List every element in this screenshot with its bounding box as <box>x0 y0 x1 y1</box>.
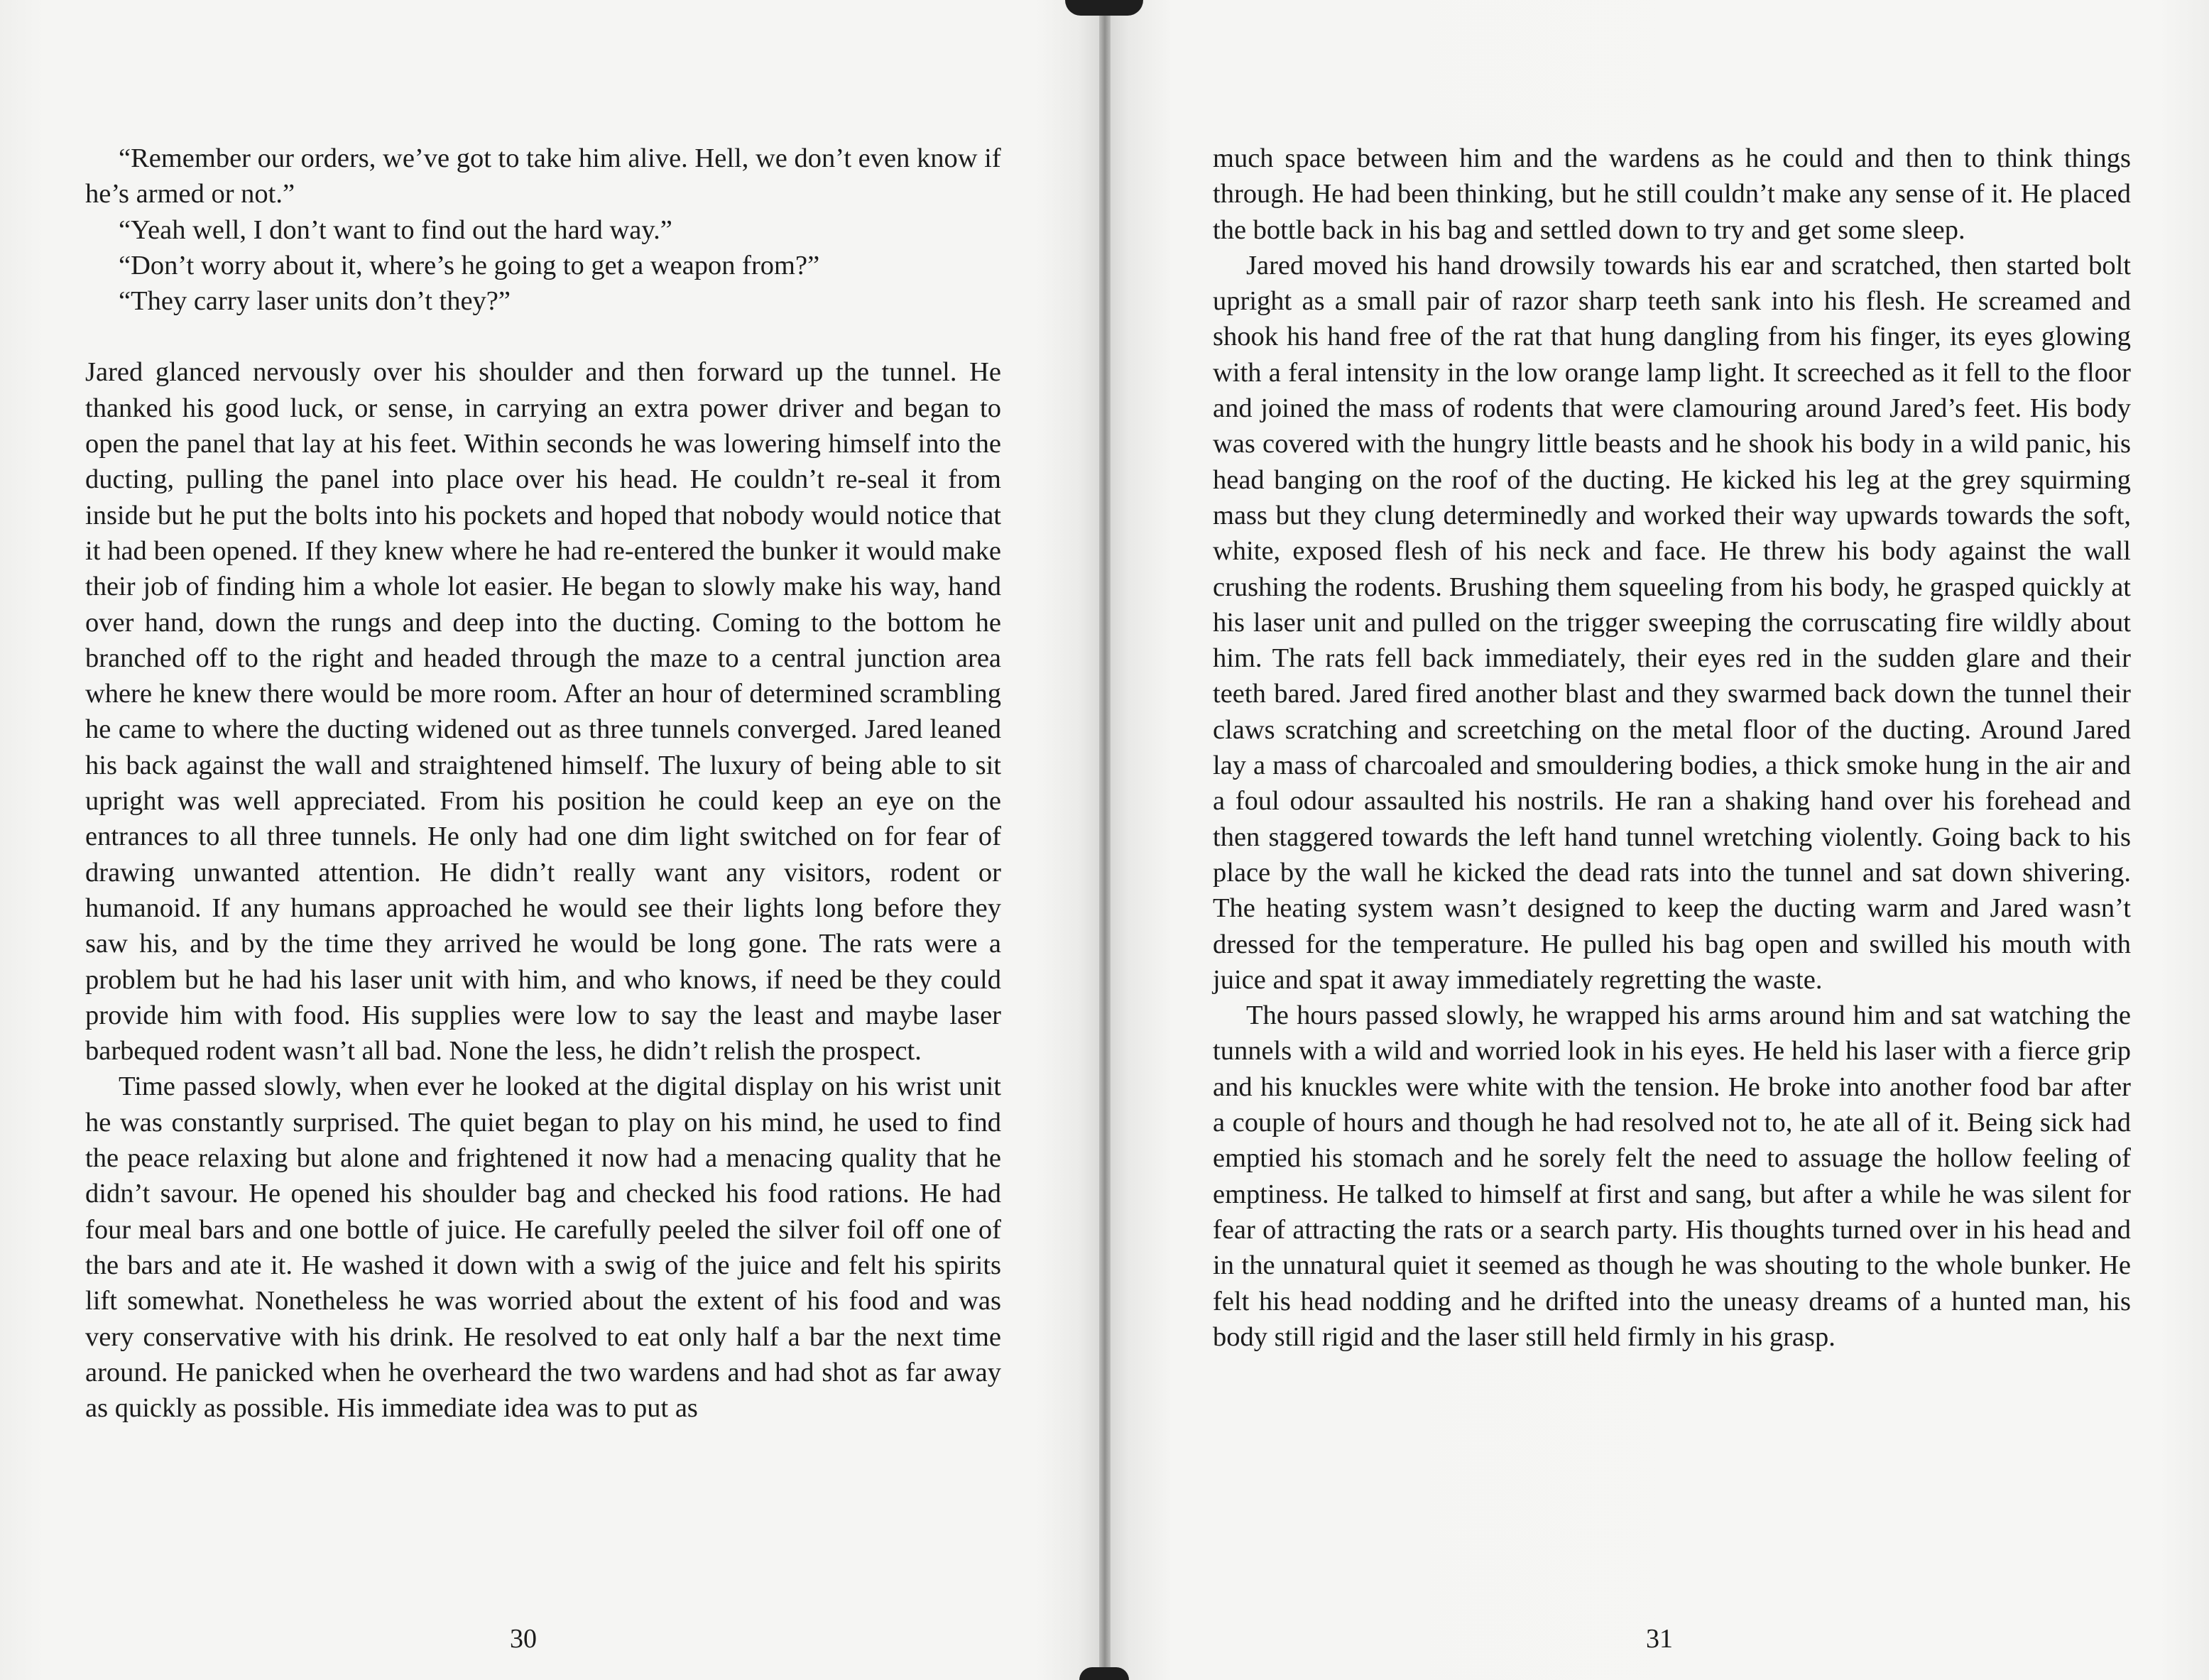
page-number: 30 <box>510 1624 537 1654</box>
body-paragraph: Jared glanced nervously over his shoulder and then forward up the tunnel. He thanked his good luck, or sense, in carrying an extra power driver and began to open the panel that lay at his feet. Within seconds he was lowering himself into the ducting, pulling the panel into place over his head. He couldn’t re-seal it from inside but he put the bolts into his pockets and hoped that nobody would notice that it had been opened. If they knew where he had re-entered the bunker it would make their job of finding him a whole lot easier. He began to slowly make his way, hand over hand, down the rungs and deep into the ducting. Coming to the bottom he branched off to the right and headed through the maze to a central junction area where he knew there would be more room. After an hour of determined scrambling he came to where the ducting widened out as three tunnels converged. Jared leaned his back against the wall and straightened himself. The luxury of being able to sit upright was well appreciated. From his position he could keep an eye on the entrances to all three tunnels. He only had one dim light switched on for fear of drawing unwanted attention. He didn’t really want any visitors, rodent or humanoid. If any humans approached he would see their lights long before they saw his, and by the time they arrived he would be long gone. The rats were a problem but he had his laser unit with him, and who knows, if need be they could provide him with food. His supplies were low to say the least and maybe laser barbequed rodent wasn’t all bad. None the less, he didn’t relish the prospect. <box>85 357 1001 1067</box>
binding-shadow-bottom <box>1079 1667 1129 1680</box>
body-paragraph: The hours passed slowly, he wrapped his arms around him and sat watching the tunnels with a wild and worried look in his eyes. He held his laser with a fierce grip and his knuckles were white with the tension. He broke into another food bar after a couple of hours and though he had resolved not to, he ate all of it. Being sick had emptied his stomach and he sorely felt the need to assuage the hollow feeling of emptiness. He talked to himself at first and sang, but after a while he was silent for fear of attracting the rats or a search party. His thoughts turned over in his head and in the unnatural quiet it seemed as though he was shouting to the whole bunker. He felt his head nodding and he drifted into the uneasy dreams of a hunted man, his body still rigid and the laser still held firmly in his grasp. <box>1213 1000 2131 1352</box>
dialogue-line: “Don’t worry about it, where’s he going to get a weapon from?” <box>119 250 820 280</box>
body-paragraph: much space between him and the wardens as he could and then to think things through. He had been thinking, but he still couldn’t make any sense of it. He placed the bottle back in his bag and settled down to try and get some sleep. <box>1213 143 2131 245</box>
book-gutter <box>1099 0 1111 1680</box>
binding-shadow-top <box>1065 0 1143 16</box>
left-page-text <box>85 141 1001 1426</box>
dialogue-line: “They carry laser units don’t they?” <box>119 286 511 317</box>
left-page <box>0 0 1102 1680</box>
body-paragraph: Time passed slowly, when ever he looked at the digital display on his wrist unit he was constantly surprised. The quiet began to play on his mind, he used to find the peace relaxing but alone and frightened it now had a menacing quality that he didn’t savour. He opened his shoulder bag and checked his food rations. He had four meal bars and one bottle of juice. He carefully peeled the silver foil off one of the bars and ate it. He washed it down with a swig of the juice and felt his spirits lift somewhat. Nonetheless he was worried about the extent of his food and was very conservative with his drink. He resolved to eat only half a bar the next time around. He panicked when he overheard the two wardens and had shot as far away as quickly as possible. His immediate idea was to put as <box>85 1071 1001 1424</box>
page-number: 31 <box>1646 1624 1673 1654</box>
right-page-text <box>1213 141 2131 1355</box>
dialogue-line: “Remember our orders, we’ve got to take him alive. Hell, we don’t even know if he’s armed or not.” <box>85 143 1001 209</box>
body-paragraph: Jared moved his hand drowsily towards his ear and scratched, then started bolt upright as a small pair of razor sharp teeth sank into his flesh. He screamed and shook his hand free of the rat that hung dangling from his finger, its eyes glowing with a feral intensity in the low orange lamp light. It screeched as it fell to the floor and joined the mass of rodents that were clamouring around Jared’s feet. His body was covered with the hungry little beasts and he shook his body in a wild panic, his head banging on the roof of the ducting. He kicked his leg at the grey squirming mass but they clung determinedly and worked their way upwards towards the soft, white, exposed flesh of his neck and face. He threw his body against the wall crushing the rodents. Brushing them squeeling from his body, he grasped quickly at his laser unit and pulled on the trigger sweeping the corruscating fire wildly about him. The rats fell back immediately, their eyes red in the sudden glare and their teeth bared. Jared fired another blast and they swarmed back down the tunnel their claws scratching and screetching on the metal floor of the ducting. Around Jared lay a mass of charcoaled and smouldering bodies, a thick smoke hung in the air and a foul odour assaulted his nostrils. He ran a shaking hand over his forehead and then staggered towards the left hand tunnel wretching violently. Going back to his place by the wall he kicked the dead rats into the tunnel and sat down shivering. The heating system wasn’t designed to keep the ducting warm and Jared wasn’t dressed for the temperature. He pulled his bag open and swilled his mouth with juice and spat it away immediately regretting the waste. <box>1213 250 2131 995</box>
dialogue-line: “Yeah well, I don’t want to find out the hard way.” <box>119 214 672 245</box>
